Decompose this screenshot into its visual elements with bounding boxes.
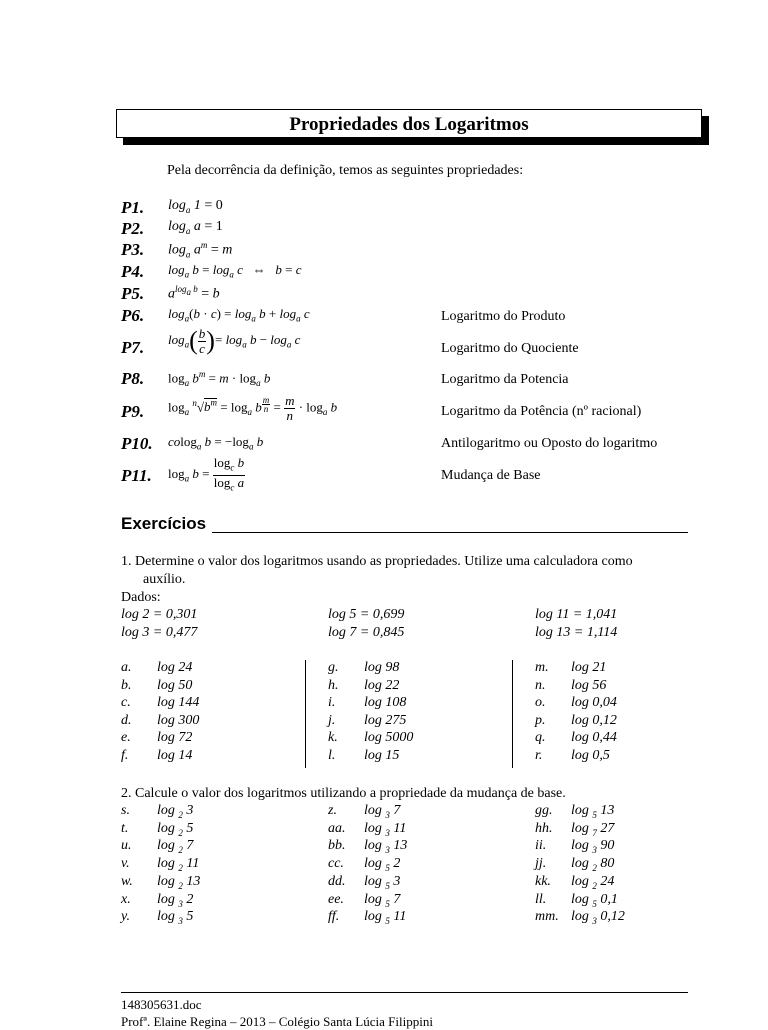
property-name: Logaritmo da Potencia	[441, 372, 569, 387]
exercise-base: 2	[178, 862, 183, 873]
exercise-log: log	[157, 820, 179, 836]
exercise-item	[535, 713, 617, 729]
exercise-item	[328, 803, 400, 820]
exercise-expression: log 0,5	[571, 747, 610, 763]
exercise-argument: 0,1	[596, 891, 618, 907]
exercise-item	[535, 730, 617, 746]
exercise-argument: 90	[596, 838, 615, 854]
exercise-expression: log 56	[571, 677, 607, 693]
exercise-item	[535, 892, 618, 909]
given-value: log 2 = 0,301	[121, 607, 198, 622]
exercise-base: 3	[385, 809, 390, 820]
formula-p9: $\log_a ^n√b^m = \log_a b$ $^{\frac{m}{n}}$ = $\frac{m}{n}$ · $\log_a b$	[168, 393, 338, 423]
given-value: log 13 = 1,114	[535, 625, 618, 640]
exercise-log: log	[364, 909, 386, 925]
exercise-log: log	[571, 856, 593, 872]
exercise-expression: log 0,04	[571, 695, 617, 710]
exercise-base: 5	[385, 880, 390, 891]
given-value: log 7 = 0,845	[328, 625, 405, 640]
exercise-letter: c.	[121, 695, 131, 710]
property-label: P7.	[121, 338, 145, 357]
exercise-base: 2	[592, 862, 597, 873]
property-label: P4.	[121, 262, 145, 281]
footer-credit: Profª. Elaine Regina – 2013 – Colégio Santa Lúcia Filippini	[121, 1014, 433, 1029]
exercise-base: 3	[385, 845, 390, 856]
footer-filename: 148305631.doc	[121, 997, 202, 1012]
exercise-item	[121, 678, 192, 694]
exercise-argument: 24	[596, 873, 615, 889]
exercise-base: 5	[592, 898, 597, 909]
exercise-item	[121, 856, 199, 873]
exercise-log: log	[157, 856, 179, 872]
exercise-item	[328, 713, 406, 729]
exercise-expression: log 275	[364, 712, 407, 728]
exercise-argument: 3	[389, 873, 401, 889]
exercise-base: 5	[385, 915, 390, 926]
exercise-argument: 13	[389, 838, 408, 854]
q1-statement: 1. Determine o valor dos logaritmos usando as propriedades. Utilize uma calculadora como	[121, 554, 633, 569]
exercise-item	[328, 856, 400, 873]
exercise-item	[328, 660, 399, 676]
footer-rule	[121, 992, 688, 993]
exercise-letter: dd.	[328, 873, 346, 889]
exercise-item	[328, 892, 400, 909]
exercise-argument: 11	[182, 856, 200, 872]
exercise-letter: k.	[328, 730, 338, 745]
property-label: P5.	[121, 284, 145, 303]
exercise-item	[328, 821, 406, 838]
exercise-base: 2	[178, 880, 183, 891]
exercise-item	[121, 748, 192, 764]
exercise-item	[328, 695, 406, 711]
exercise-argument: 27	[596, 820, 615, 836]
exercise-log: log	[157, 838, 179, 854]
exercise-argument: 7	[182, 838, 194, 854]
exercise-letter: ll.	[535, 891, 547, 907]
exercise-expression: log 144	[157, 695, 200, 710]
exercise-log: log	[571, 820, 593, 836]
formula-p5: $a^{log_a b} = b$	[168, 284, 220, 302]
exercise-item	[121, 838, 193, 855]
exercise-letter: f.	[121, 747, 129, 763]
formula-p2: $\log_a a = 1$	[168, 219, 223, 236]
exercise-letter: mm.	[535, 909, 559, 925]
exercise-base: 3	[385, 827, 390, 838]
formula-p10: colog$_a$ $b = -\log_a$ b	[168, 434, 264, 452]
q2-statement: 2. Calcule o valor dos logaritmos utilizando a propriedade da mudança de base.	[121, 786, 566, 801]
given-value: log 5 = 0,699	[328, 607, 405, 622]
formula-p7: $\log_a$( $\frac{b}{c}$ )= $\log_a b - \log_a c$	[168, 325, 301, 356]
exercise-letter: j.	[328, 712, 336, 728]
exercise-letter: m.	[535, 660, 549, 675]
exercise-letter: v.	[121, 856, 130, 872]
exercise-base: 3	[178, 898, 183, 909]
exercise-expression: log 15	[364, 747, 400, 763]
property-label: P1.	[121, 198, 145, 217]
exercise-argument: 13	[596, 803, 615, 818]
exercise-expression: log 21	[571, 660, 607, 675]
exercise-log: log	[157, 909, 179, 925]
exercise-item	[535, 695, 617, 711]
property-name: Antilogaritmo ou Oposto do logaritmo	[441, 436, 658, 451]
exercise-base: 3	[592, 915, 597, 926]
exercise-item	[535, 856, 614, 873]
exercise-item	[121, 730, 192, 746]
exercise-expression: log 108	[364, 695, 407, 710]
exercises-heading: Exercícios	[121, 514, 207, 533]
exercise-item	[121, 874, 200, 891]
exercise-expression: log 0,12	[571, 712, 617, 728]
exercise-expression: log 14	[157, 747, 193, 763]
exercise-base: 3	[592, 845, 597, 856]
exercise-item	[328, 874, 400, 891]
exercise-log: log	[571, 891, 593, 907]
exercise-item	[121, 695, 199, 711]
exercise-item	[328, 909, 406, 926]
exercise-expression: log 72	[157, 730, 193, 745]
exercise-base: 5	[385, 862, 390, 873]
exercise-log: log	[571, 803, 593, 818]
exercise-letter: ff.	[328, 909, 340, 925]
exercise-letter: ii.	[535, 838, 547, 854]
given-value: log 11 = 1,041	[535, 607, 618, 622]
exercise-argument: 80	[596, 856, 615, 872]
heading-underline	[212, 532, 688, 533]
exercise-base: 7	[592, 827, 597, 838]
exercise-letter: b.	[121, 677, 132, 693]
exercise-letter: kk.	[535, 873, 551, 889]
exercise-expression: log 50	[157, 677, 193, 693]
exercise-argument: 2	[182, 891, 194, 907]
exercise-log: log	[571, 909, 593, 925]
intro-text: Pela decorrência da definição, temos as seguintes propriedades:	[167, 163, 524, 178]
exercise-letter: ee.	[328, 891, 344, 907]
exercise-letter: y.	[121, 909, 130, 925]
exercise-letter: x.	[121, 891, 131, 907]
exercise-letter: d.	[121, 712, 132, 728]
exercise-item	[121, 713, 199, 729]
exercise-item	[535, 748, 610, 764]
exercise-item	[328, 838, 407, 855]
exercise-item	[121, 892, 193, 909]
exercise-log: log	[364, 803, 386, 818]
exercise-base: 3	[178, 915, 183, 926]
exercise-item	[535, 838, 614, 855]
exercise-letter: gg.	[535, 803, 553, 818]
exercise-item	[328, 730, 413, 746]
exercise-letter: aa.	[328, 820, 346, 836]
exercise-letter: p.	[535, 712, 546, 728]
title-box	[116, 109, 702, 138]
exercise-letter: u.	[121, 838, 132, 854]
property-label: P6.	[121, 306, 145, 325]
formula-p1: $\log_a 1 = 0$	[168, 198, 223, 215]
formula-p4: $\log_a b = \log_a c$ ⇔ b = c	[168, 262, 302, 280]
property-label: P11.	[121, 466, 152, 485]
exercise-item	[535, 821, 614, 838]
exercise-letter: e.	[121, 730, 131, 745]
exercise-log: log	[157, 891, 179, 907]
exercise-item	[121, 803, 193, 820]
exercise-item	[535, 909, 625, 926]
exercise-base: 2	[178, 827, 183, 838]
exercise-argument: 2	[389, 856, 401, 872]
exercise-base: 2	[178, 809, 183, 820]
exercise-letter: g.	[328, 660, 339, 675]
given-value: log 3 = 0,477	[121, 625, 198, 640]
exercise-log: log	[571, 873, 593, 889]
exercise-letter: z.	[328, 803, 337, 818]
exercise-letter: n.	[535, 677, 546, 693]
exercise-expression: log 22	[364, 677, 400, 693]
exercise-item	[535, 874, 614, 891]
exercise-item	[328, 678, 399, 694]
property-label: P2.	[121, 219, 145, 238]
property-label: P9.	[121, 402, 145, 421]
property-label: P10.	[121, 434, 153, 453]
exercise-argument: 0,12	[596, 909, 625, 925]
exercise-log: log	[157, 873, 179, 889]
q1-statement-cont: auxílio.	[143, 572, 186, 587]
exercise-item	[121, 909, 193, 926]
given-label: Dados:	[121, 590, 161, 605]
formula-p8: $\log_a b^m = m \cdot \log_a b$	[168, 369, 271, 388]
exercise-expression: log 0,44	[571, 730, 617, 745]
exercise-log: log	[364, 873, 386, 889]
exercise-argument: 7	[389, 803, 401, 818]
exercise-expression: log 5000	[364, 730, 414, 745]
exercise-item	[121, 821, 193, 838]
exercise-letter: cc.	[328, 856, 344, 872]
exercise-item	[328, 748, 399, 764]
exercise-base: 2	[592, 880, 597, 891]
exercise-letter: hh.	[535, 820, 553, 836]
exercise-letter: q.	[535, 730, 546, 745]
exercise-letter: jj.	[535, 856, 547, 872]
exercise-item	[535, 803, 614, 820]
exercise-log: log	[364, 891, 386, 907]
property-name: Mudança de Base	[441, 468, 541, 483]
exercise-letter: a.	[121, 660, 132, 675]
exercise-letter: o.	[535, 695, 546, 710]
exercise-letter: i.	[328, 695, 336, 710]
exercise-argument: 3	[182, 803, 194, 818]
property-name: Logaritmo do Produto	[441, 309, 566, 324]
exercise-expression: log 300	[157, 712, 200, 728]
formula-p6: $\log_a(b \cdot c) = \log_a b + \log_a c$	[168, 306, 310, 324]
exercise-letter: w.	[121, 873, 133, 889]
exercise-letter: s.	[121, 803, 130, 818]
exercise-log: log	[364, 820, 386, 836]
exercise-argument: 5	[182, 909, 194, 925]
exercise-log: log	[364, 838, 386, 854]
exercise-argument: 11	[389, 820, 407, 836]
exercise-item	[535, 660, 606, 676]
exercise-letter: t.	[121, 820, 129, 836]
exercise-log: log	[364, 856, 386, 872]
column-divider	[512, 660, 513, 768]
property-label: P8.	[121, 369, 145, 388]
exercise-letter: h.	[328, 677, 339, 693]
formula-p3: $\log_a a^m = m$	[168, 240, 233, 260]
column-divider	[305, 660, 306, 768]
exercise-argument: 5	[182, 820, 194, 836]
exercise-log: log	[571, 838, 593, 854]
exercise-base: 2	[178, 845, 183, 856]
formula-p11: $\log_a b$ = $\frac{\log_c b}{\log_c a}$	[168, 455, 245, 493]
exercise-letter: r.	[535, 747, 543, 763]
exercise-base: 5	[385, 898, 390, 909]
exercise-expression: log 98	[364, 660, 400, 675]
exercise-base: 5	[592, 809, 597, 820]
exercise-argument: 7	[389, 891, 401, 907]
exercise-argument: 13	[182, 873, 201, 889]
property-name: Logaritmo da Potência (nº racional)	[441, 404, 642, 419]
exercise-item	[535, 678, 606, 694]
property-label: P3.	[121, 240, 145, 259]
exercise-item	[121, 660, 192, 676]
exercise-expression: log 24	[157, 660, 193, 675]
property-name: Logaritmo do Quociente	[441, 341, 579, 356]
exercise-letter: l.	[328, 747, 336, 763]
page-title: Propriedades dos Logaritmos	[289, 114, 529, 135]
exercise-log: log	[157, 803, 179, 818]
exercise-letter: bb.	[328, 838, 346, 854]
exercise-argument: 11	[389, 909, 407, 925]
